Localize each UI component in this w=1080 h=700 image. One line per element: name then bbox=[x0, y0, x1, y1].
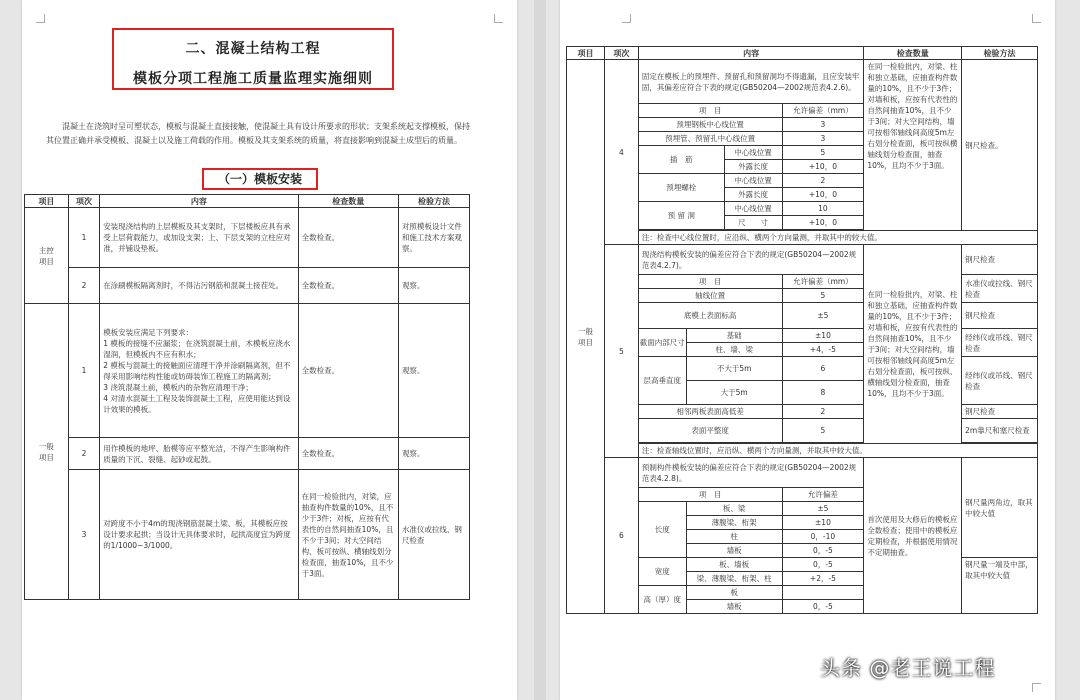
row-no: 3 bbox=[68, 470, 99, 600]
sub-value: 0，-5 bbox=[782, 558, 864, 572]
header-method: 检验方法 bbox=[398, 195, 469, 208]
sub-item: 大于5m bbox=[686, 381, 782, 405]
header-quantity: 检查数量 bbox=[298, 195, 398, 208]
row-content: 固定在模板上的预埋件、预留孔和预留洞均不得遗漏，且应安装牢固，其偏差应符合下表的规定(GB50204—2002规范表4.2.6)。 bbox=[638, 60, 864, 104]
sub-item: 中心线位置 bbox=[724, 202, 782, 216]
row-method: 观察。 bbox=[398, 304, 469, 438]
sub-value: +10，0 bbox=[782, 160, 864, 174]
document-title: 模板分项工程施工质量监理实施细则 bbox=[133, 71, 373, 87]
sub-group: 宽度 bbox=[638, 558, 686, 586]
sub-group: 预 留 洞 bbox=[638, 202, 724, 230]
row-method: 观察。 bbox=[398, 268, 469, 304]
row-quantity: 在同一检验批内，对梁、柱和独立基础，应抽查构件数量的10%，且不少于3件；对墙和板，应按有代表性的自然间抽查10%，且不少于3间；对大空间结构，墙可按相邻轴线间高度5m左右划分检查面，板可按纵、横轴线划分检查面，抽查10%，且均不少于3面。 bbox=[864, 245, 962, 444]
group-main: 主控 项目 bbox=[25, 208, 69, 304]
header-content: 内容 bbox=[100, 195, 298, 208]
table-row bbox=[25, 304, 470, 438]
row-no: 6 bbox=[604, 458, 638, 614]
sub-item: 柱 bbox=[686, 530, 782, 544]
row-no: 4 bbox=[604, 60, 638, 245]
sub-item: 中心线位置 bbox=[724, 174, 782, 188]
row-quantity: 全数检查。 bbox=[298, 304, 398, 438]
page-gap bbox=[534, 0, 546, 700]
corner-mark bbox=[1032, 683, 1041, 692]
table-row bbox=[567, 458, 1038, 488]
sub-value: 2 bbox=[782, 174, 864, 188]
sub-value: 5 bbox=[782, 419, 864, 443]
row-no: 1 bbox=[68, 208, 99, 268]
row-no: 2 bbox=[68, 438, 99, 470]
row-no: 2 bbox=[68, 268, 99, 304]
sub-value: +10，0 bbox=[782, 216, 864, 230]
corner-mark bbox=[494, 14, 503, 23]
sub-value: +4，-5 bbox=[782, 343, 864, 357]
row-content: 在涂刷模板隔离剂时，不得沾污钢筋和混凝土接茬处。 bbox=[100, 268, 298, 304]
sub-value: ±5 bbox=[782, 502, 864, 516]
sub-value: 2 bbox=[782, 405, 864, 419]
sub-item: 墙板 bbox=[686, 600, 782, 614]
sub-value: +10，0 bbox=[782, 188, 864, 202]
row-quantity: 首次使用及大修后的模板应全数检查；使用中的模板应定期检查，并根据使用情况不定期抽查。 bbox=[864, 458, 962, 614]
sub-item: 外露长度 bbox=[724, 160, 782, 174]
table-row bbox=[25, 208, 470, 268]
row-quantity: 全数检查。 bbox=[298, 208, 398, 268]
sub-header-tolerance: 允许偏差（mm） bbox=[782, 104, 864, 118]
sub-item: 板、墙板 bbox=[686, 558, 782, 572]
sub-value: ±5 bbox=[782, 303, 864, 329]
row-content: 安装现浇结构的上层模板及其支架时，下层楼板应具有承受上层荷载能力，或加设支架；上、下层支架的立柱应对准，并铺设垫板。 bbox=[100, 208, 298, 268]
sub-value: 3 bbox=[782, 118, 864, 132]
sub-value: 5 bbox=[782, 146, 864, 160]
row-quantity: 在同一检验批内，对梁、柱和独立基础，应抽查构件数量的10%，且不少于3件；对墙和板，应按有代表性的自然间抽查10%，且不少于3间；对大空间结构，墙可按相邻轴线间高度5m左右划分检查面，板可按纵横轴线划分检查面，抽查10%，且均不少于3面。 bbox=[864, 60, 962, 231]
sub-item: 板、梁 bbox=[686, 502, 782, 516]
sub-item: 相邻两板表面高低差 bbox=[638, 405, 782, 419]
sub-header-tolerance: 允许偏差 bbox=[782, 488, 864, 502]
sub-item: 墙板 bbox=[686, 544, 782, 558]
inspection-table-1 bbox=[24, 194, 470, 600]
group-general: 一般 项目 bbox=[567, 60, 605, 614]
sub-item: 梁、薄腹梁、桁架、柱 bbox=[686, 572, 782, 586]
sub-value: 0，-5 bbox=[782, 600, 864, 614]
sub-value: 0，-10 bbox=[782, 530, 864, 544]
sub-item: 基础 bbox=[686, 329, 782, 343]
sub-item: 不大于5m bbox=[686, 357, 782, 381]
inspection-table-2 bbox=[566, 46, 1038, 614]
row-method: 经纬仪或吊线、钢尺检查 bbox=[962, 329, 1038, 357]
row-method: 钢尺检查 bbox=[962, 405, 1038, 419]
row-content: 用作模板的地坪、胎模等应平整光洁，不得产生影响构件质量的下沉、裂缝、起砂或起鼓。 bbox=[100, 438, 298, 470]
row-no: 1 bbox=[68, 304, 99, 438]
sub-value: 6 bbox=[782, 357, 864, 381]
sub-value: 3 bbox=[782, 132, 864, 146]
sub-item: 薄腹梁、桁架 bbox=[686, 516, 782, 530]
header-no: 项次 bbox=[604, 47, 638, 60]
header-no: 项次 bbox=[68, 195, 99, 208]
sub-value bbox=[782, 586, 864, 600]
row-method: 水准仪或拉线、钢尺检查 bbox=[398, 470, 469, 600]
intro-paragraph: 混凝土在浇筑时呈可塑状态，模板与混凝土直接接触，使混凝土具有设计所要求的形状；支架系统起支撑模板，保持其位置正确并承受模板、混凝土以及施工荷载的作用。模板及其支架系统的质量，将直接影响到混凝土成型后的质量。 bbox=[46, 122, 470, 145]
sub-item: 底模上表面标高 bbox=[638, 303, 782, 329]
header-item: 项目 bbox=[567, 47, 605, 60]
sub-item: 预埋钢板中心线位置 bbox=[638, 118, 782, 132]
row-method: 对照模板设计文件和施工技术方案观察。 bbox=[398, 208, 469, 268]
row-method: 观察。 bbox=[398, 438, 469, 470]
sub-value: 0，-5 bbox=[782, 544, 864, 558]
row-quantity: 全数检查。 bbox=[298, 268, 398, 304]
table-row bbox=[567, 245, 1038, 275]
table-header-row bbox=[25, 195, 470, 208]
sub-group: 预埋螺栓 bbox=[638, 174, 724, 202]
sub-item: 预埋管、预留孔中心线位置 bbox=[638, 132, 782, 146]
header-item: 项目 bbox=[25, 195, 69, 208]
row-no: 5 bbox=[604, 245, 638, 458]
row-quantity: 全数检查。 bbox=[298, 438, 398, 470]
row-content: 现浇结构模板安装的偏差应符合下表的规定(GB50204—2002规范表4.2.7)。 bbox=[638, 245, 864, 275]
row-method: 2m靠尺和塞尺检查 bbox=[962, 419, 1038, 443]
sub-value: ±10 bbox=[782, 516, 864, 530]
title-box bbox=[112, 28, 394, 90]
watermark: 头条 @老王说工程 bbox=[820, 656, 996, 680]
chapter-title: 二、混凝土结构工程 bbox=[185, 41, 321, 57]
sub-item: 柱、墙、梁 bbox=[686, 343, 782, 357]
sub-group: 长度 bbox=[638, 502, 686, 558]
corner-mark bbox=[36, 14, 45, 23]
sub-item: 表面平整度 bbox=[638, 419, 782, 443]
sub-item: 中心线位置 bbox=[724, 146, 782, 160]
table-note: 注：检查中心线位置时，应沿纵、横两个方向量测，并取其中的较大值。 bbox=[638, 231, 1037, 245]
sub-group: 层高垂直度 bbox=[638, 357, 686, 405]
sub-value: 8 bbox=[782, 381, 864, 405]
header-quantity: 检查数量 bbox=[864, 47, 962, 60]
header-content: 内容 bbox=[638, 47, 864, 60]
sub-header-item: 项 目 bbox=[638, 104, 782, 118]
row-content: 对跨度不小于4m的现浇钢筋混凝土梁、板，其模板应按设计要求起拱；当设计无具体要求时，起拱高度宜为跨度的1/1000~3/1000。 bbox=[100, 470, 298, 600]
row-method: 钢尺检查。 bbox=[962, 60, 1038, 231]
sub-value: +2，-5 bbox=[782, 572, 864, 586]
sub-item: 板 bbox=[686, 586, 782, 600]
row-content: 预制构件模板安装的偏差应符合下表的规定(GB50204—2002规范表4.2.8)。 bbox=[638, 458, 864, 488]
section-heading: （一）模板安装 bbox=[202, 168, 318, 190]
sub-header-item: 项 目 bbox=[638, 488, 782, 502]
sub-item: 轴线位置 bbox=[638, 289, 782, 303]
sub-group: 高（厚）度 bbox=[638, 586, 686, 614]
header-method: 检验方法 bbox=[962, 47, 1038, 60]
table-note: 注：检查轴线位置时，应沿纵、横两个方向量测，并取其中较大值。 bbox=[638, 444, 1037, 458]
row-method: 钢尺检查 bbox=[962, 245, 1038, 275]
table-row bbox=[25, 268, 470, 304]
row-method: 水准仪或拉线、钢尺检查 bbox=[962, 275, 1038, 303]
table-row bbox=[25, 438, 470, 470]
corner-mark bbox=[1032, 14, 1041, 23]
row-content: 模板安装应满足下列要求： 1 模板的接缝不应漏浆；在浇筑混凝土前，木模板应浇水湿润，但模板内不应有积水； 2 模板与混凝土的接触面应清理干净并涂刷隔离剂，但不得采用影响结构性能或妨碍装饰工程施工的隔离剂； 3 浇筑混凝土前，模板内的杂物应清理干净； 4 对清水混凝土工程及装饰混凝土工程，应使用能达到设计效果的模板。 bbox=[100, 304, 298, 438]
row-method: 钢尺检查 bbox=[962, 303, 1038, 329]
sub-value: 5 bbox=[782, 289, 864, 303]
sub-item: 尺 寸 bbox=[724, 216, 782, 230]
corner-mark bbox=[622, 14, 631, 23]
sub-value: 10 bbox=[782, 202, 864, 216]
sub-group: 插 筋 bbox=[638, 146, 724, 174]
row-method: 钢尺量两角边，取其中较大值 bbox=[962, 458, 1038, 558]
row-quantity: 在同一检验批内，对梁，应抽查构件数量的10%，且不少于3件；对板，应按有代表性的自然间抽查10%，且不少于3间；对大空间结构，板可按纵、横轴线划分检查面，抽查10%，且不少于3面。 bbox=[298, 470, 398, 600]
table-row bbox=[25, 470, 470, 600]
sub-header-item: 项 目 bbox=[638, 275, 782, 289]
table-header-row bbox=[567, 47, 1038, 60]
sub-header-tolerance: 允许偏差（mm） bbox=[782, 275, 864, 289]
sub-item: 外露长度 bbox=[724, 188, 782, 202]
row-method: 经纬仪或吊线、钢尺检查 bbox=[962, 357, 1038, 405]
sub-group: 截面内部尺寸 bbox=[638, 329, 686, 357]
sub-value: ±10 bbox=[782, 329, 864, 343]
row-method: 钢尺量一端及中部，取其中较大值 bbox=[962, 558, 1038, 614]
table-row bbox=[567, 60, 1038, 104]
group-general: 一般 项目 bbox=[25, 304, 69, 600]
